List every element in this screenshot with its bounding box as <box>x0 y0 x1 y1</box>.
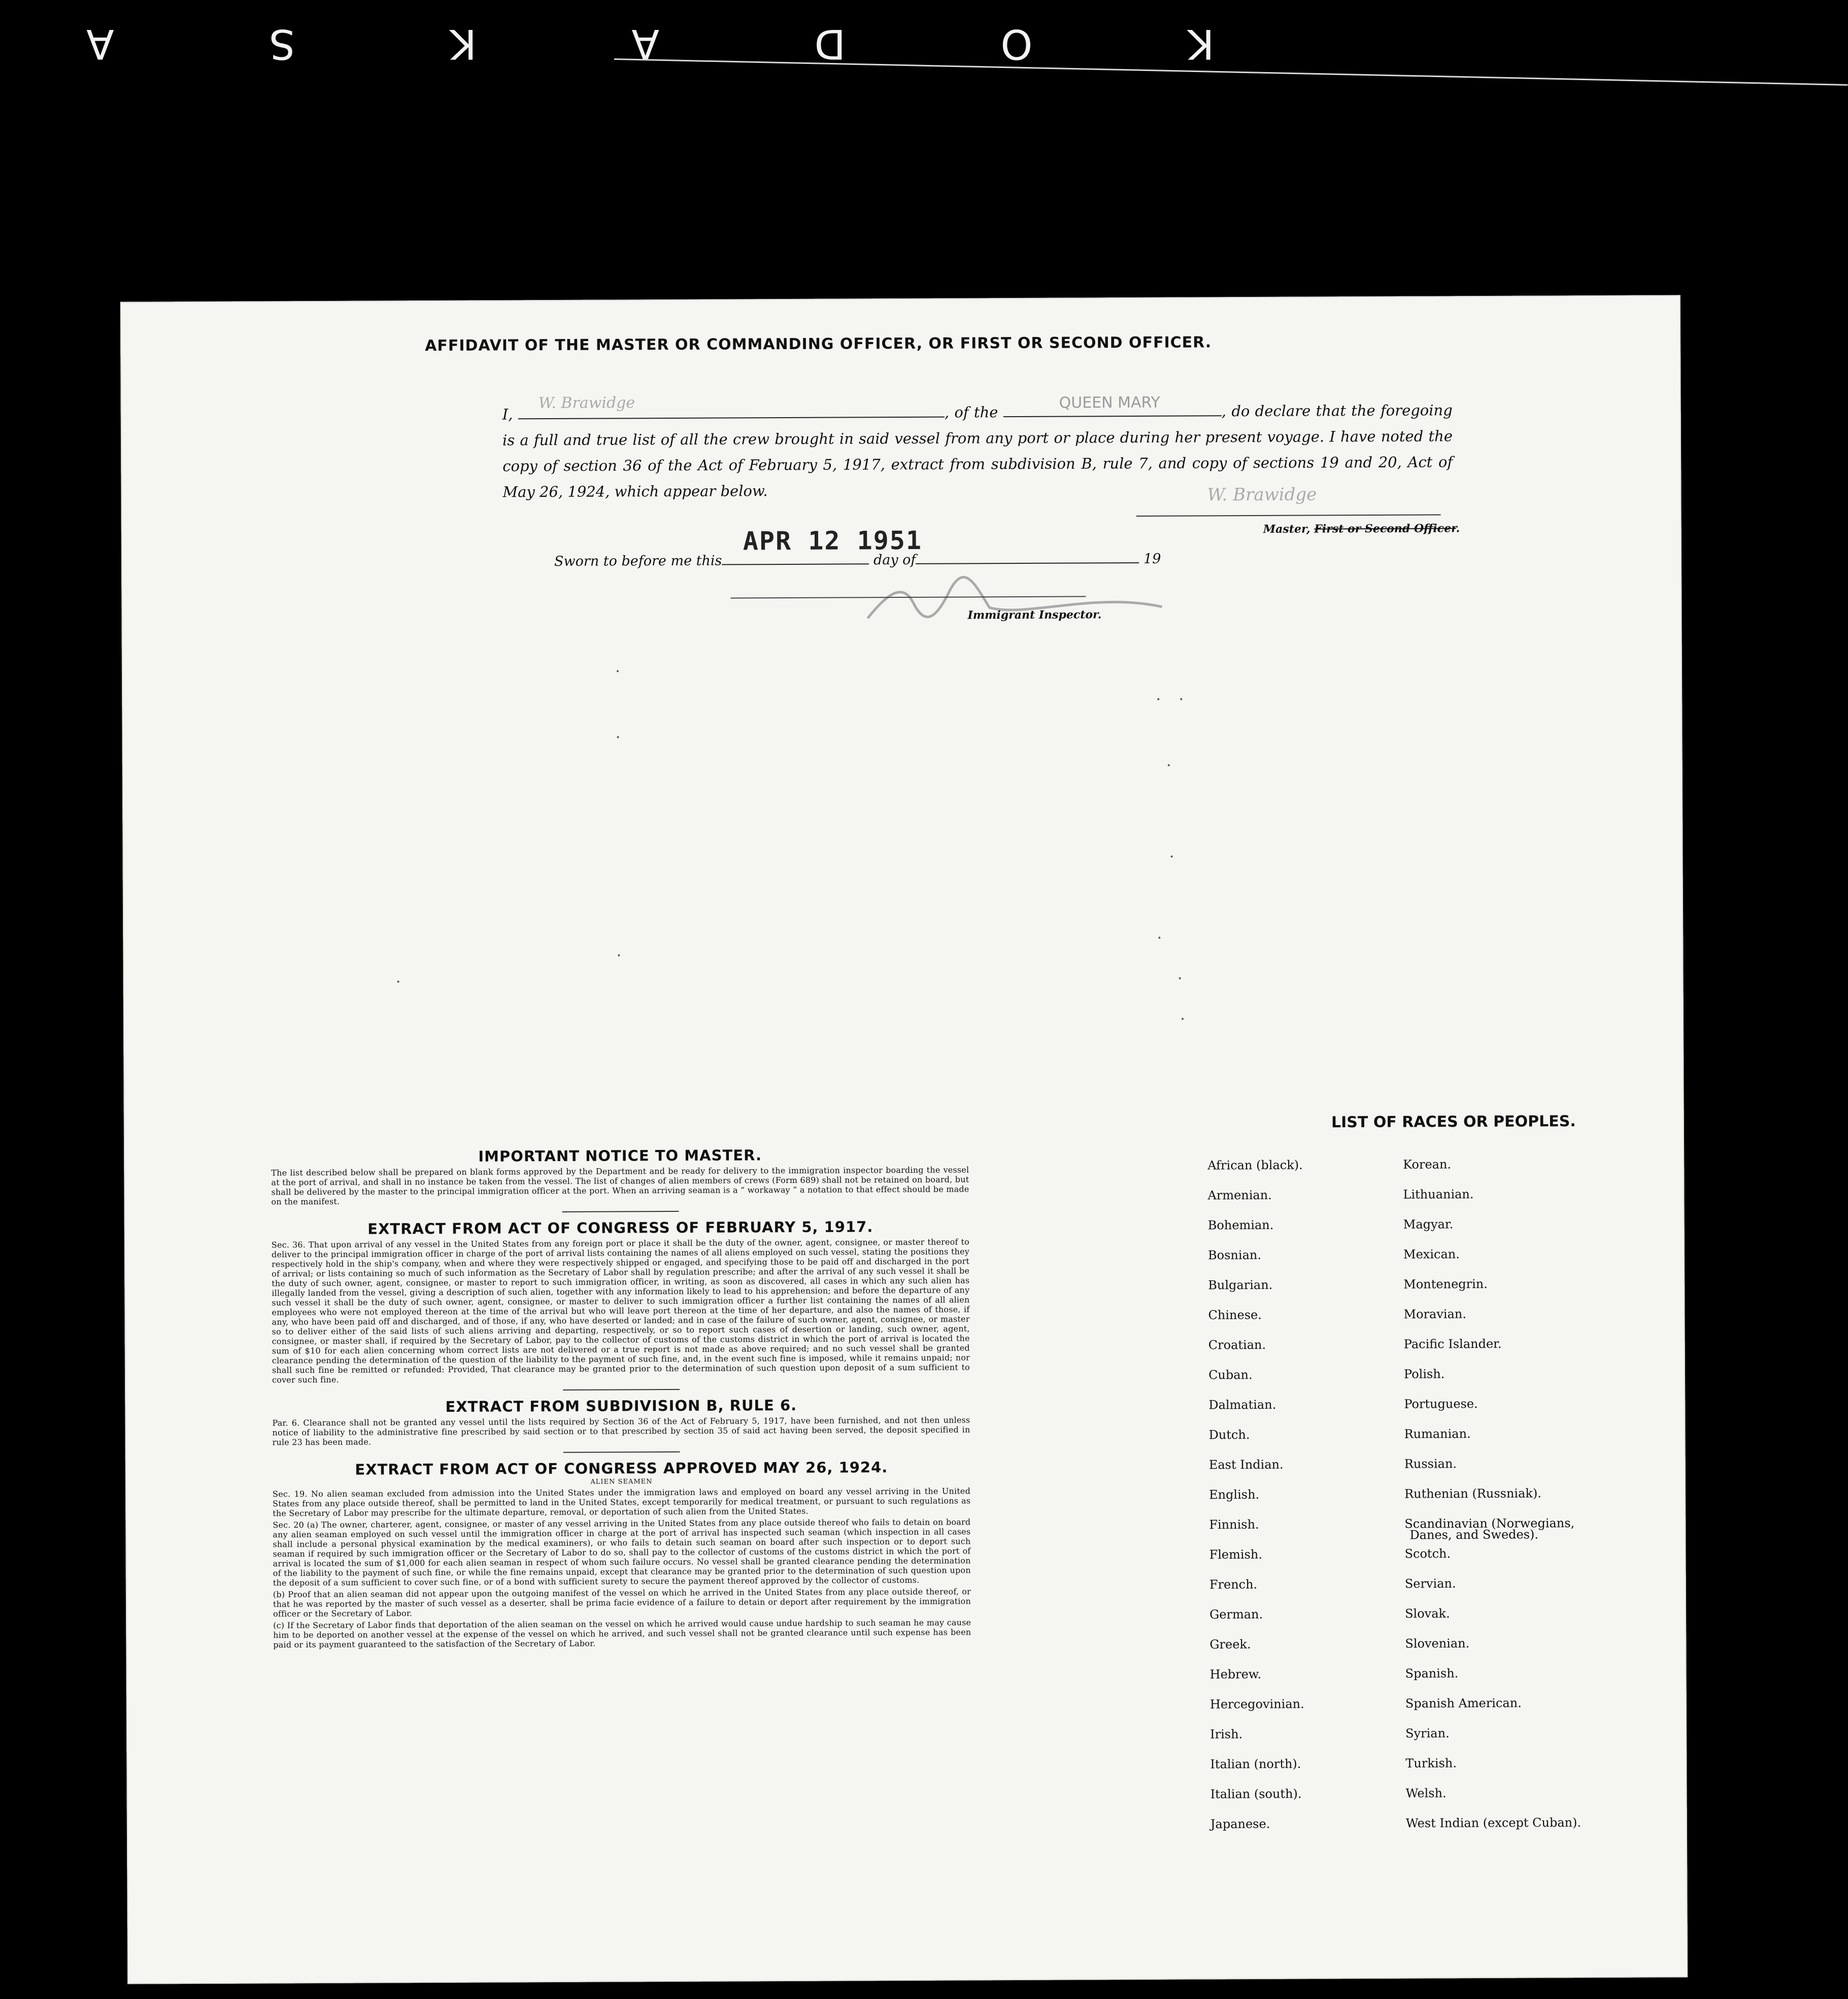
race-item: English. <box>1208 1487 1260 1502</box>
sec20b-text: (b) Proof that an alien seaman did not appear upon the outgoing manifest of the vessel on which he arrived in the United States from any place outside thereof, or that he was reported by the master of such vessel as a deserter, shall be prima facie evidence of a failure to detain or deport after requirement by the immigration officer or the Secretary of Labor. <box>273 1586 971 1619</box>
year-prefix: 19 <box>1143 551 1161 567</box>
race-item: Chinese. <box>1208 1307 1262 1323</box>
stray-mark <box>1158 937 1160 939</box>
inspector-label: Immigrant Inspector. <box>967 608 1102 622</box>
sec19-text: Sec. 19. No alien seaman excluded from admission into the United States under the immigration laws and employed on board any vessel arriving in the United States from any place outside thereof, shall be permitted to land in the United States, except temporarily for medical treatment, or pursuant to such regulations as the Secretary of Labor may prescribe for the ultimate departure, removal, or deportation of such alien from the United States. <box>272 1486 971 1518</box>
race-item: Turkish. <box>1405 1756 1457 1771</box>
race-item: Bosnian. <box>1207 1247 1261 1263</box>
vessel-name: QUEEN MARY <box>1059 393 1160 412</box>
extract-1917-title: EXTRACT FROM ACT OF CONGRESS OF FEBRUARY 5, 1917. <box>367 1218 873 1238</box>
extract-1924-title: EXTRACT FROM ACT OF CONGRESS APPROVED MAY 26, 1924. <box>355 1459 888 1478</box>
master-label: Master, First or Second Officer. <box>1263 522 1460 536</box>
extract-1917-text: Sec. 36. That upon arrival of any vessel in the United States from any foreign port or place it shall be the duty of the owner, agent, consignee, or master thereof to deliver to the principal immigration officer in charge of the port of arrival lists containing the names of all aliens employed on such vessel, stating the positions they respectively hold in the ship's company, when and where they were respectively shipped or engaged, and specifying those to be paid off and discharged in the port of arrival; or lists containing so much of such information as the Secretary of Labor shall by regulation prescribe; and after the arrival of any such vessel it shall be the duty of such owner, agent, consignee, or master to report to such immigration officer, in writing, as soon as discovered, all cases in which any such alien has illegally landed from the vessel, giving a description of such alien, together with any information likely to lead to his apprehension; and before the departure of any such vessel it shall be the duty of such owner, agent, consignee, or master to deliver to such immigration officer a further list containing the names of all alien employees who were not employed thereon at the time of the arrival but who will leave port thereon at the time of her departure, and also the names of those, if any, who have been paid off and discharged, and of those, if any, who have deserted or landed; and in case of the failure of such owner, agent, consignee, or master so to deliver either of the said lists of such aliens arriving and departing, respectively, or so to report such cases of desertion or landing, such owner, agent, consignee, or master shall, if required by the Secretary of Labor, pay to the collector of customs of the customs district in which the port of arrival is located the sum of $10 for each alien concerning whom correct lists are not delivered or a true report is not made as above required; and no such vessel shall be granted clearance pending the determination of the question of the liability to the payment of such fine, and, in the event such fine is imposed, while it remains unpaid; nor shall such fine be remitted or refunded: Provided, That clearance may be granted prior to the determination of such question upon deposit of a sum sufficient to cover such fine. <box>271 1237 970 1385</box>
of-the-label: , of the <box>944 403 998 421</box>
vessel-name-field <box>1003 393 1222 417</box>
race-item: Japanese. <box>1210 1816 1270 1832</box>
race-item: Scandinavian (Norwegians, <box>1404 1516 1575 1531</box>
binder-hole <box>1738 1328 1762 1355</box>
divider <box>563 1451 680 1453</box>
sworn-prefix: Sworn to before me this <box>554 553 722 569</box>
stray-mark <box>1157 698 1159 700</box>
sec20c-text: (c) If the Secretary of Labor finds that deportation of the alien seaman on the vessel on which he arrived would cause undue hardship to such seaman he may cause him to be deported on another vessel at the expense of the vessel on which he arrived, and such vessel shall not be granted clearance until such expense has been paid or its payment guaranteed to the satisfaction of the Secretary of Labor. <box>273 1617 971 1650</box>
stray-mark <box>1171 856 1173 858</box>
race-item: Cuban. <box>1208 1368 1253 1382</box>
race-item: Spanish American. <box>1405 1696 1522 1711</box>
race-item: Slovak. <box>1405 1606 1450 1621</box>
race-item: Welsh. <box>1405 1786 1447 1801</box>
affidavit-title: AFFIDAVIT OF THE MASTER OR COMMANDING OFFICER, OR FIRST OR SECOND OFFICER. <box>425 333 1212 355</box>
signer-handwritten-name: W. Brawidge <box>538 394 635 413</box>
film-header: K O D A K S A <box>15 20 1215 67</box>
race-item: Portuguese. <box>1404 1397 1478 1411</box>
sec20a-text: Sec. 20 (a) The owner, charterer, agent, consignee, or master of any vessel arriving in the United States from any place outside thereof who fails to detain on board any alien seaman employed on such vessel until the immigration officer in charge at the port of arrival has inspected such seaman (which inspection in all cases shall include a personal physical examination by the medical examiners), or who fails to detain such seaman on board after such inspection or to deport such seaman if required by such immigration officer or the Secretary of Labor to do so, shall pay to the collector of customs of the customs district in which the port of arrival is located the sum of $1,000 for each alien seaman in respect of whom such failure occurs. No vessel shall be granted clearance pending the determination of the liability to the payment of such fine, or while the fine remains unpaid, except that clearance may be granted prior to the determination of such question upon the deposit of a sum sufficient to cover such fine, or of a bond with sufficient surety to secure the payment thereof approved by the collector of customs. <box>273 1517 971 1588</box>
race-item: Moravian. <box>1403 1307 1467 1322</box>
race-item: Italian (north). <box>1210 1756 1301 1772</box>
binder-hole <box>1756 421 1780 449</box>
race-item: French. <box>1209 1577 1258 1592</box>
divider <box>562 1211 679 1212</box>
race-item: Servian. <box>1404 1576 1456 1591</box>
race-item: Armenian. <box>1207 1188 1272 1203</box>
document-sheet <box>120 295 1688 1984</box>
i-label: I, <box>502 405 513 423</box>
race-item: Russian. <box>1404 1456 1457 1471</box>
race-item: Mexican. <box>1403 1247 1460 1262</box>
race-item: Bohemian. <box>1207 1217 1274 1233</box>
race-item: Korean. <box>1403 1157 1452 1172</box>
extract-rule-text: Par. 6. Clearance shall not be granted any vessel until the lists required by Section 36 of the Act of February 5, 1917, have been furnished, and not then unless notice of liability to the administrative fine prescribed by said section or to that prescribed by section 35 of said act having been served, the deposit specified in rule 23 has been made. <box>272 1415 970 1447</box>
film-edge-line <box>614 58 1848 86</box>
stray-mark <box>1182 1018 1184 1020</box>
race-item: Rumanian. <box>1404 1427 1471 1441</box>
race-item: Lithuanian. <box>1403 1187 1474 1202</box>
notice-title: IMPORTANT NOTICE TO MASTER. <box>478 1146 762 1165</box>
inspector-signature <box>857 571 1172 641</box>
race-item: Scotch. <box>1404 1546 1451 1561</box>
race-item: Italian (south). <box>1210 1786 1302 1802</box>
races-title: LIST OF RACES OR PEOPLES. <box>1331 1112 1576 1132</box>
notice-text: The list described below shall be prepared on blank forms approved by the Department and be ready for delivery to the immigration inspector boarding the vessel at the port of arrival, and shall in no instance be taken from the vessel. The list of changes of alien members of crews (Form 689) shall not be retained on board, but shall be delivered by the master to the principal immigration officer at the port. When an arriving seaman is a “ workaway ” a notation to that effect should be made on the manifest. <box>271 1165 969 1207</box>
race-item: Syrian. <box>1405 1726 1450 1741</box>
race-item: Hebrew. <box>1209 1667 1262 1682</box>
binder-hole <box>1758 759 1782 786</box>
race-item: African (black). <box>1207 1158 1303 1173</box>
race-item: West Indian (except Cuban). <box>1405 1815 1582 1831</box>
race-item: Pacific Islander. <box>1403 1336 1502 1351</box>
stray-mark <box>617 670 619 672</box>
stray-mark <box>618 954 620 956</box>
day-of-label: day of <box>873 552 916 568</box>
extract-rule-title: EXTRACT FROM SUBDIVISION B, RULE 6. <box>445 1396 797 1415</box>
stray-mark <box>1180 698 1182 700</box>
race-item: Magyar. <box>1403 1217 1454 1232</box>
race-item: Croatian. <box>1208 1337 1266 1352</box>
race-item: Greek. <box>1209 1637 1251 1652</box>
binder-hole <box>1753 510 1777 537</box>
race-item: Flemish. <box>1209 1547 1263 1562</box>
race-item: German. <box>1209 1607 1263 1622</box>
stray-mark <box>617 736 619 738</box>
race-item: Montenegrin. <box>1403 1276 1488 1292</box>
date-stamp: APR 12 1951 <box>743 525 923 556</box>
race-item: Irish. <box>1210 1727 1243 1742</box>
race-item: Spanish. <box>1405 1666 1459 1681</box>
do-declare-label: , do declare <box>1221 402 1311 420</box>
master-signature-line <box>1136 514 1441 517</box>
binder-hole <box>1744 1655 1768 1682</box>
binder-hole <box>1748 1741 1772 1769</box>
stray-mark <box>397 980 399 982</box>
binder-hole <box>1752 345 1776 372</box>
race-item: Ruthenian (Russniak). <box>1404 1486 1541 1501</box>
race-item: Polish. <box>1403 1367 1445 1381</box>
race-item: Bulgarian. <box>1208 1277 1273 1293</box>
race-item: East Indian. <box>1208 1457 1284 1472</box>
race-item-continuation: Danes, and Swedes). <box>1409 1527 1539 1542</box>
race-item: Dutch. <box>1208 1428 1250 1442</box>
race-item: Finnish. <box>1209 1517 1259 1532</box>
stray-mark <box>1168 764 1170 766</box>
alien-seamen-subtitle: ALIEN SEAMEN <box>590 1478 653 1486</box>
legal-extracts <box>271 1145 971 1649</box>
month-blank <box>916 552 1139 564</box>
inspector-signature-scribble <box>857 571 1172 634</box>
race-item: Slovenian. <box>1405 1636 1470 1651</box>
declaration-text: that the foregoing is a full and true list of all the crew brought in said vessel from any port or place during her present voyage. I have noted the copy of section 36 of the Act of February 5, 1917, extract from subdivision B, rule 7, and copy of sections 19 and 20, Act of May 26, 1924, which appear below. <box>502 401 1453 501</box>
master-word: Master, <box>1263 522 1311 536</box>
race-item: Dalmatian. <box>1208 1397 1276 1412</box>
race-item: Hercegovinian. <box>1209 1697 1304 1712</box>
stray-mark <box>1179 977 1181 979</box>
struck-officer-text: First or Second Officer <box>1314 522 1456 536</box>
binder-hole <box>1740 1414 1764 1441</box>
signer-name-field <box>518 394 945 420</box>
binder-hole <box>1760 850 1784 877</box>
divider <box>563 1389 680 1391</box>
master-signature: W. Brawidge <box>1207 484 1317 505</box>
